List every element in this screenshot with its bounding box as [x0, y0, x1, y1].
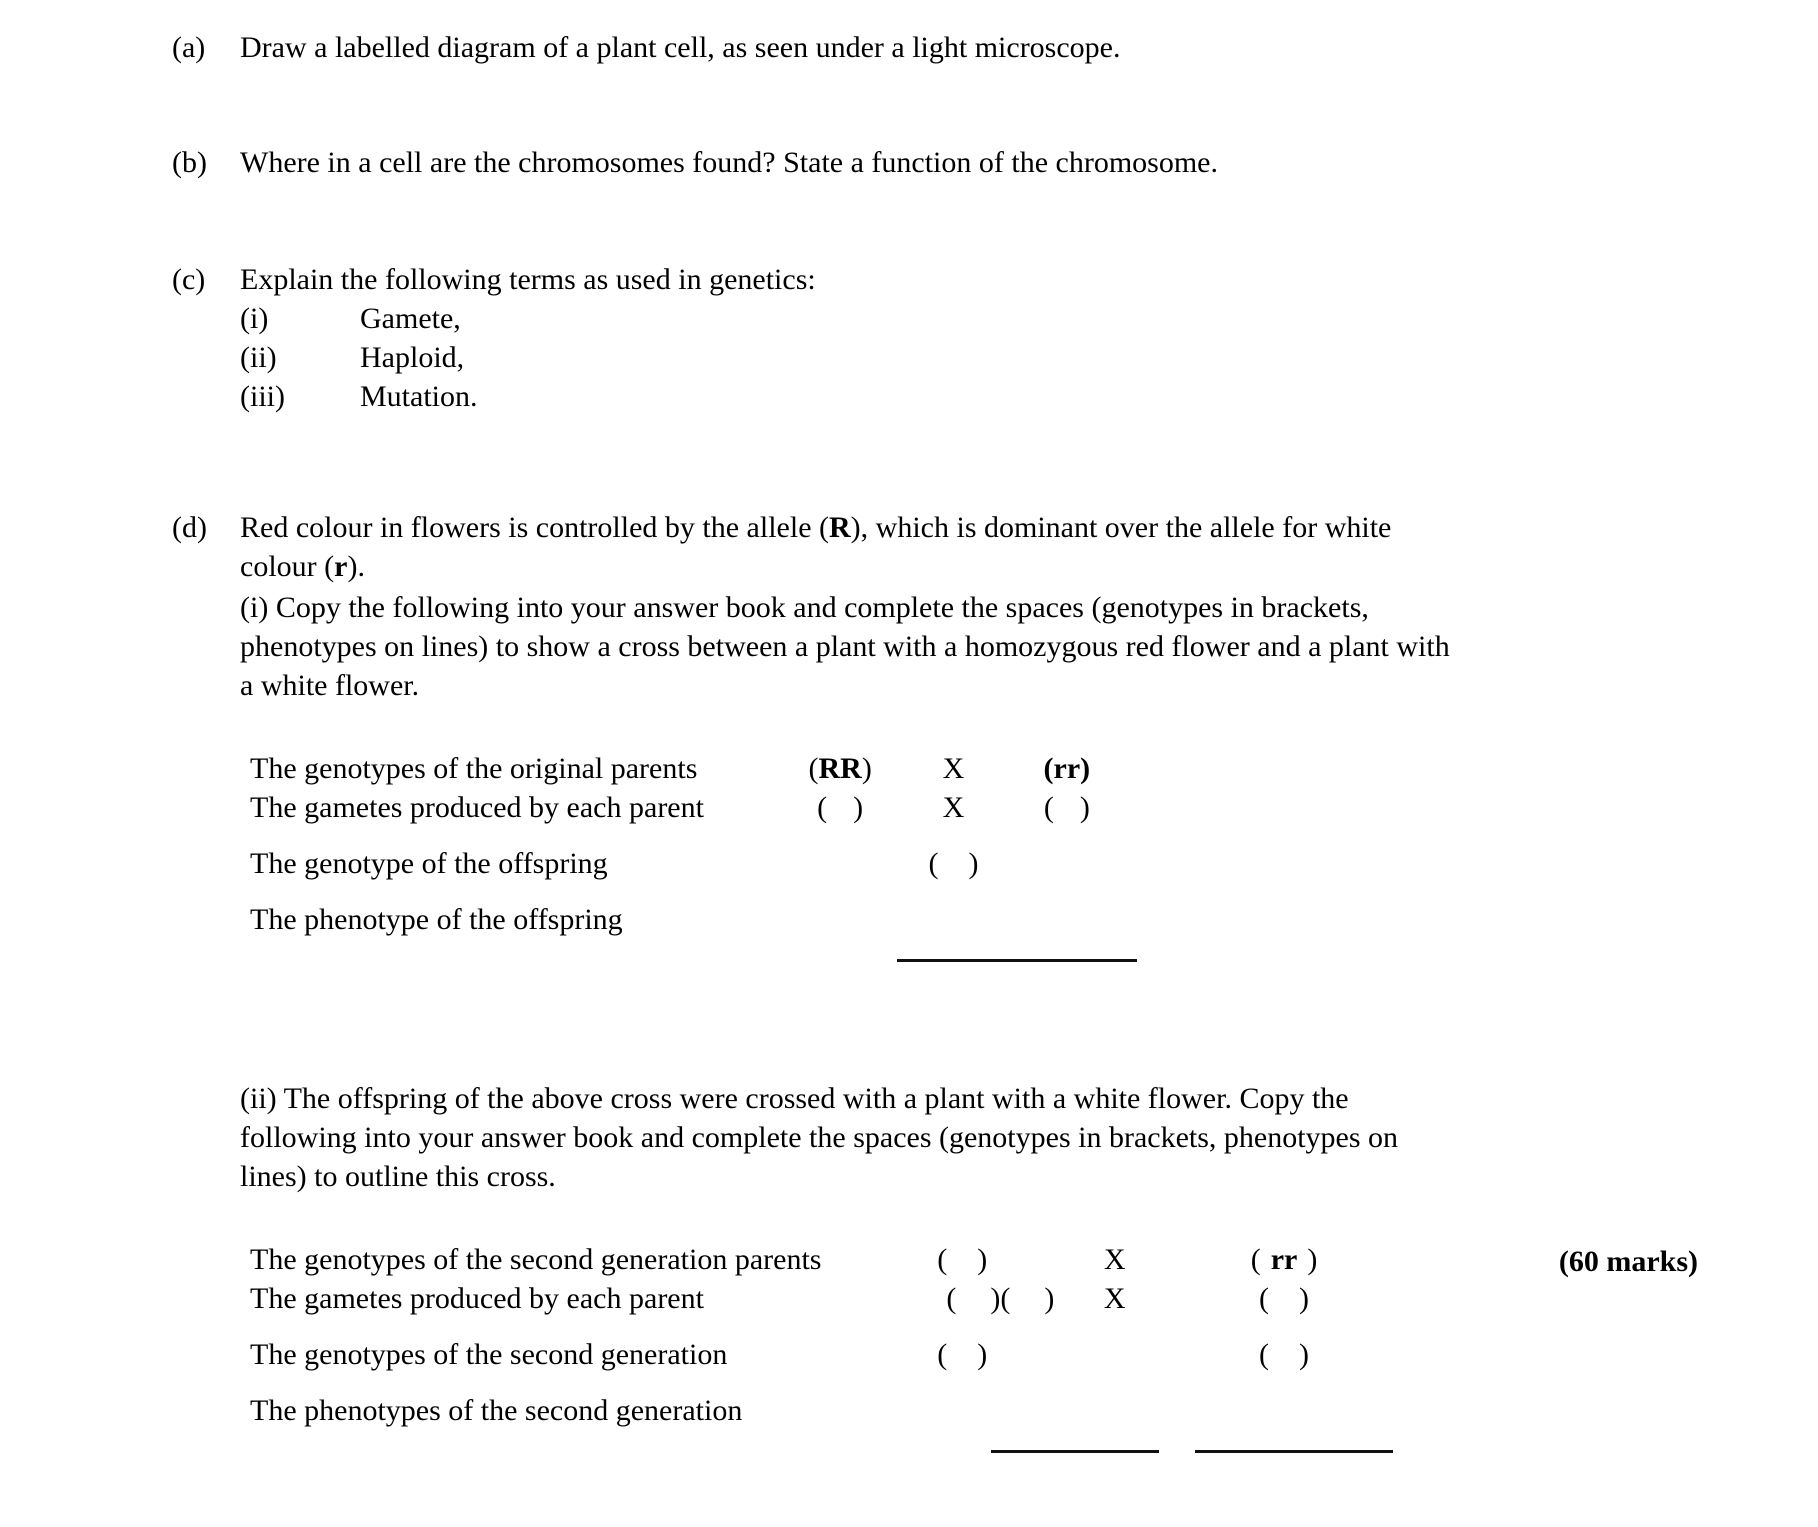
table-row — [250, 1279, 1393, 1335]
bracket-close: ) — [1307, 1243, 1318, 1276]
cross-row-label: The gametes produced by each parent — [250, 791, 704, 824]
bracket-open: ( — [817, 791, 828, 824]
list-item — [240, 299, 1455, 338]
question-b-text: Where in a cell are the chromosomes found? State a function of the chromosome. — [240, 146, 1218, 179]
table-row — [250, 900, 1137, 1017]
genotype-slot-right — [997, 749, 1137, 788]
bracket-open-2: ( — [1000, 1282, 1011, 1315]
cross-row-label: The phenotypes of the second generation — [250, 1394, 743, 1427]
cross-row-label: The genotypes of the original parents — [250, 752, 698, 785]
question-d-intro — [240, 508, 1460, 586]
question-a-text: Draw a labelled diagram of a plant cell, as seen under a light microscope. — [240, 31, 1121, 64]
total-marks: (60 marks) — [1558, 1245, 1698, 1278]
sub-item-numeral: (iii) — [240, 380, 285, 413]
table-row — [250, 844, 1137, 900]
genotype-slot-left[interactable] — [770, 788, 910, 844]
cross-row-label: The genotype of the offspring — [250, 847, 608, 880]
question-b-label: (b) — [172, 146, 207, 179]
cross-operator: X — [942, 791, 965, 824]
sub-item-numeral: (i) — [240, 302, 269, 335]
genotype-slot-left — [770, 749, 910, 788]
question-d-intro-part1: Red colour in flowers is controlled by the allele ( — [240, 511, 829, 544]
bracket-close: ) — [990, 1282, 1001, 1315]
question-d-intro-part2: ), which is dominant over the allele for white colour ( — [240, 511, 1392, 583]
table-row — [250, 749, 1137, 788]
bracket-open: ( — [937, 1243, 948, 1276]
allele-dominant: R — [829, 511, 851, 544]
bracket-close: ) — [1299, 1282, 1310, 1315]
genotype-slot-right[interactable] — [1175, 1335, 1393, 1391]
genotype-slot-left[interactable] — [870, 1240, 1054, 1279]
question-c-sub-list — [240, 299, 1455, 416]
cross-operator: X — [1103, 1243, 1126, 1276]
sub-item-label: Gamete, — [360, 302, 461, 335]
question-c-text: Explain the following terms as used in genetics: — [240, 263, 816, 296]
bracket-close: ) — [968, 847, 979, 880]
question-d-part-i-text: (i) Copy the following into your answer book and complete the spaces (genotypes in brackets, phenotypes on lines) to show a cross between a plant with a homozygous red flower and a plant with a white flower. — [240, 591, 1450, 702]
genotype-slot-right[interactable] — [1175, 1279, 1393, 1335]
genotype-slot-right — [1175, 1240, 1393, 1279]
cross-row-label: The gametes produced by each parent — [250, 1282, 704, 1315]
genotype-slot-right[interactable] — [997, 788, 1137, 844]
list-item — [240, 338, 1455, 377]
bracket-open: ( — [946, 1282, 957, 1315]
genotype-value: rr — [1053, 752, 1081, 785]
bracket-close: ) — [1079, 791, 1090, 824]
bracket-open: ( — [1043, 791, 1054, 824]
bracket-open: ( — [937, 1338, 948, 1371]
table-row — [250, 788, 1137, 844]
cross-operator: X — [942, 752, 965, 785]
question-d-part-ii-text: (ii) The offspring of the above cross were crossed with a plant with a white flower. Copy the following into your answer book and complete the spaces (genotypes in brackets, phenotypes on lines) to outline this cross. — [240, 1082, 1399, 1193]
question-a — [0, 28, 1818, 67]
answer-blank-2[interactable] — [1195, 1449, 1393, 1453]
bracket-open: ( — [1259, 1338, 1270, 1371]
bracket-open: ( — [1250, 1243, 1261, 1276]
genotype-value: RR — [818, 752, 862, 785]
list-item — [240, 377, 1455, 416]
question-a-label: (a) — [172, 31, 206, 64]
question-d — [0, 508, 1818, 1508]
answer-blank-1[interactable] — [991, 1449, 1159, 1453]
bracket-close: ) — [977, 1243, 988, 1276]
bracket-open: ( — [1043, 752, 1054, 785]
genotype-slot-offspring[interactable] — [910, 844, 996, 900]
allele-recessive: r — [334, 550, 348, 583]
cross-row-label: The genotypes of the second generation parents — [250, 1243, 822, 1276]
question-c — [0, 260, 1818, 416]
table-row — [250, 1335, 1393, 1391]
question-d-intro-part3: ). — [347, 550, 365, 583]
bracket-open: ( — [1259, 1282, 1270, 1315]
genotype-slot-left[interactable] — [870, 1335, 1054, 1391]
phenotype-answer-line[interactable] — [770, 900, 1137, 1017]
bracket-close: ) — [853, 791, 864, 824]
phenotype-answer-lines[interactable] — [870, 1391, 1393, 1508]
question-b — [0, 143, 1818, 182]
bracket-close: ) — [1299, 1338, 1310, 1371]
question-d-label: (d) — [172, 511, 207, 544]
bracket-open: ( — [808, 752, 819, 785]
bracket-close: ) — [1080, 752, 1091, 785]
question-c-label: (c) — [172, 263, 206, 296]
cross-row-label: The genotypes of the second generation — [250, 1338, 728, 1371]
cross-table-second-generation — [250, 1240, 1393, 1508]
sub-item-numeral: (ii) — [240, 341, 277, 374]
bracket-close: ) — [861, 752, 872, 785]
cross-row-label: The phenotype of the offspring — [250, 903, 623, 936]
genotype-value: rr — [1270, 1243, 1298, 1276]
gamete-slot-pair[interactable] — [870, 1279, 1054, 1335]
answer-blank[interactable] — [897, 958, 1137, 962]
table-row — [250, 1240, 1393, 1279]
sub-item-label: Mutation. — [360, 380, 478, 413]
bracket-close: ) — [977, 1338, 988, 1371]
sub-item-label: Haploid, — [360, 341, 465, 374]
bracket-close-2: ) — [1044, 1282, 1055, 1315]
bracket-open: ( — [928, 847, 939, 880]
cross-table-first-generation — [250, 749, 1137, 1017]
cross-operator: X — [1103, 1282, 1126, 1315]
table-row — [250, 1391, 1393, 1508]
